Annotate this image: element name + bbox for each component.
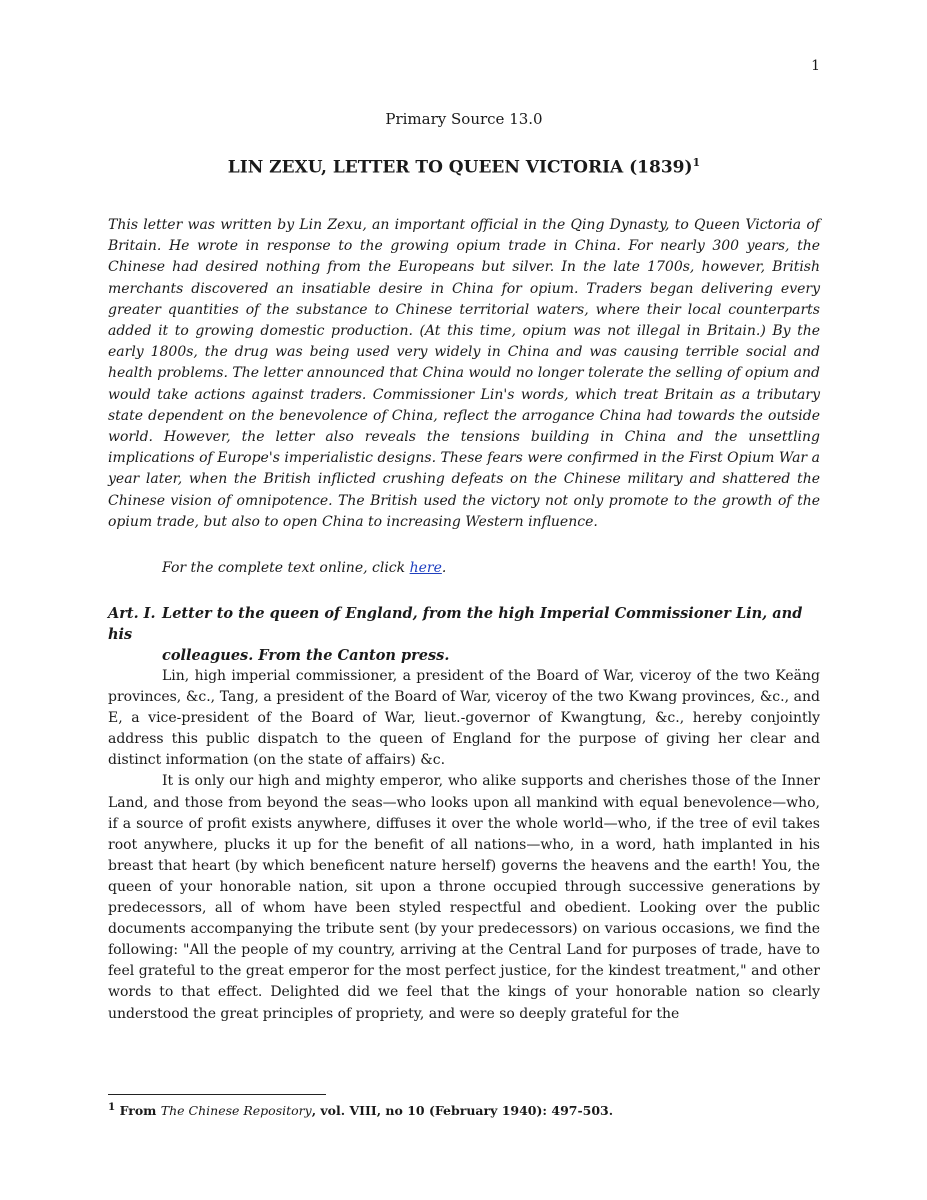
intro-paragraph: This letter was written by Lin Zexu, an important official in the Qing Dynasty, to Queen Victoria of Britain. He wrote in response to the growing opium trade in China. For nearly 300 years, the Chinese had desired nothing from the Europeans but silver. In the late 1700s, however, British merchants discovered an insatiable desire in China for opium. Traders began delivering every greater quantities of the substance to Chinese territorial waters, where their local counterparts added it to growing domestic production. (At this time, opium was not illegal in Britain.) By the early 1800s, the drug was being used very widely in China and was causing terrible social and health problems. The letter announced that China would no longer tolerate the selling of opium and would take actions against traders. Commissioner Lin's words, which treat Britain as a tributary state dependent on the benevolence of China, reflect the arrogance China had towards the outside world. However, the letter also reveals the tensions building in China and the unsettling implications of Europe's imperialistic designs. These fears were confirmed in the First Opium War a year later, when the British inflicted crushing defeats on the Chinese military and shattered the Chinese vision of omnipotence. The British used the victory not only promote to the growth of the opium trade, but also to open China to increasing Western influence. [108,217,820,530]
footnote-suffix: , vol. VIII, no 10 (February 1940): 497-503. [311,1103,614,1119]
letter-paragraph-2: It is only our high and mighty emperor, who alike supports and cherishes those of the Inner Land, and those from beyond the seas—who looks upon all mankind with equal benevolence—who, if a source of profit exists anywhere, diffuses it over the whole world—who, if the tree of evil takes root anywhere, plucks it up for the benefit of all nations—who, in a word, hath implanted in his breast that heart (by which beneficent nature herself) governs the heavens and the earth! You, the queen of your honorable nation, sit upon a throne occupied through successive generations by predecessors, all of whom have been styled respectful and obedient. Looking over the public documents accompanying the tribute sent (by your predecessors) on various occasions, we find the following: "All the people of my country, arriving at the Central Land for purposes of trade, have to feel grateful to the great emperor for the most perfect justice, for the kindest treatment," and other words to that effect. Delighted did we feel that the kings of your honorable nation so clearly understood the great principles of propriety, and were so deeply grateful for the [108,773,820,1022]
article-heading-line2: colleagues. From the Canton press. [162,647,450,664]
title-footnote-mark[interactable]: 1 [692,156,701,169]
document-page [108,0,820,1200]
page-number: 1 [811,58,820,74]
document-title-text: LIN ZEXU, LETTER TO QUEEN VICTORIA (1839) [227,157,693,178]
footnote [108,1101,613,1118]
footnote-publication: The Chinese Repository [160,1103,312,1119]
article-label: Art. I. [108,605,156,622]
footnote-mark: 1 [108,1101,116,1113]
complete-text-prefix: For the complete text online, click [162,560,410,576]
complete-text-suffix: . [441,560,447,576]
article-heading-line1: Letter to the queen of England, from the high Imperial Commissioner Lin, and his [108,605,803,643]
article-heading [108,603,820,666]
document-title [108,156,820,178]
footnote-prefix: From [115,1103,161,1119]
complete-text-line [162,560,446,576]
letter-body [108,666,820,1025]
source-label: Primary Source 13.0 [385,110,543,128]
footnote-divider [108,1094,326,1095]
here-link[interactable]: here [409,560,442,576]
letter-paragraph-1: Lin, high imperial commissioner, a president of the Board of War, viceroy of the two Keäng provinces, &c., Tang, a president of the Board of War, viceroy of the two Kwang provinces, &c., and E, a vice-president of the Board of War, lieut.-governor of Kwangtung, &c., hereby conjointly address this public dispatch to the queen of England for the purpose of giving her clear and distinct information (on the state of affairs) &c. [108,668,820,769]
